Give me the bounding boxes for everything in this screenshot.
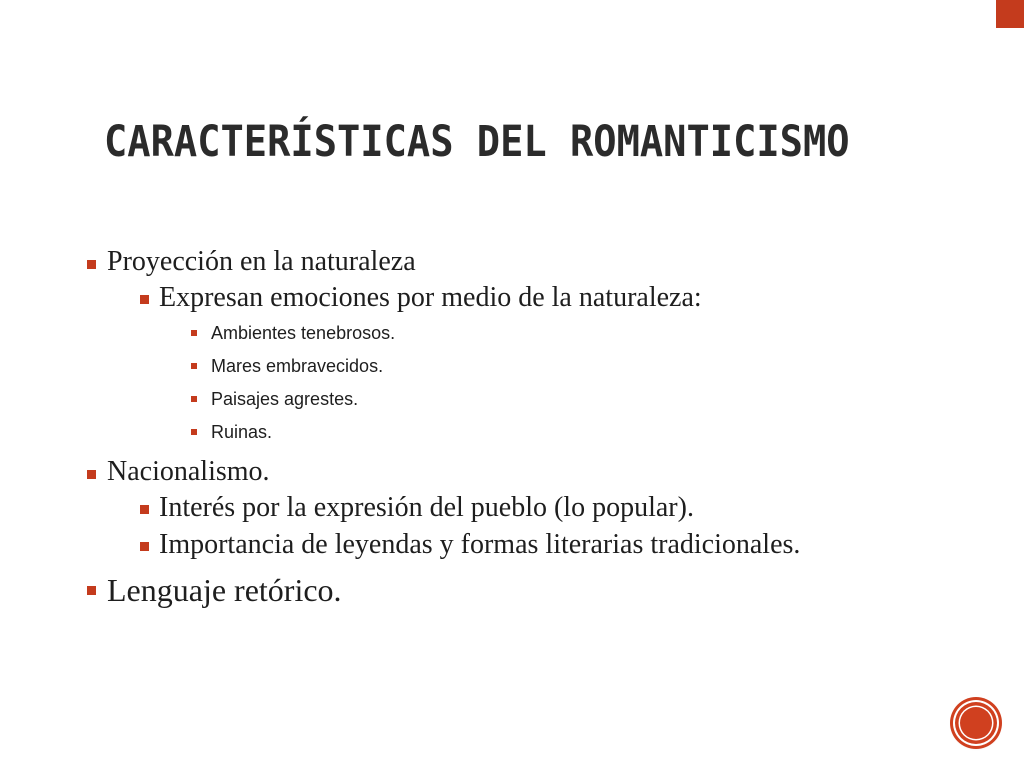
bullet-item-lenguaje (86, 570, 946, 610)
square-bullet-icon (87, 470, 96, 479)
bullet-text: Nacionalismo. (107, 456, 270, 487)
sub-bullet-list (139, 281, 946, 443)
sub-bullet-item-emociones (139, 281, 946, 443)
square-bullet-icon (191, 396, 197, 402)
sub-bullet-text: Interés por la expresión del pueblo (lo popular). (159, 492, 694, 523)
bullet-item-nacionalismo (86, 454, 946, 561)
sub-sub-bullet-item (189, 355, 946, 377)
sub-bullet-item-leyendas (139, 528, 946, 561)
bullet-text: Lenguaje retórico. (107, 572, 342, 608)
sub-bullet-text: Importancia de leyendas y formas literarias tradicionales. (159, 529, 801, 560)
circle-icon (960, 707, 992, 739)
bullet-text: Proyección en la naturaleza (107, 246, 416, 277)
square-bullet-icon (87, 586, 96, 595)
sub-sub-bullet-text: Ruinas. (211, 422, 273, 442)
bullet-item-proyeccion (86, 244, 946, 443)
bullet-list (86, 244, 946, 610)
square-bullet-icon (140, 505, 149, 514)
sub-sub-bullet-text: Mares embravecidos. (211, 356, 384, 376)
square-bullet-icon (87, 260, 96, 269)
sub-bullet-list (139, 491, 946, 561)
square-bullet-icon (140, 295, 149, 304)
slide-nav-button[interactable] (953, 700, 999, 746)
square-bullet-icon (191, 363, 197, 369)
slide-content (86, 244, 946, 610)
sub-sub-bullet-list (189, 322, 946, 443)
sub-sub-bullet-item (189, 322, 946, 344)
square-bullet-icon (191, 330, 197, 336)
sub-sub-bullet-text: Paisajes agrestes. (211, 389, 359, 409)
corner-accent-bar (996, 0, 1024, 28)
sub-bullet-text: Expresan emociones por medio de la naturaleza: (159, 282, 702, 313)
slide-title: CARACTERÍSTICAS DEL ROMANTICISMO (104, 117, 850, 167)
square-bullet-icon (140, 542, 149, 551)
square-bullet-icon (191, 429, 197, 435)
sub-sub-bullet-item (189, 388, 946, 410)
sub-bullet-item-interes (139, 491, 946, 524)
sub-sub-bullet-item (189, 421, 946, 443)
sub-sub-bullet-text: Ambientes tenebrosos. (211, 323, 396, 343)
